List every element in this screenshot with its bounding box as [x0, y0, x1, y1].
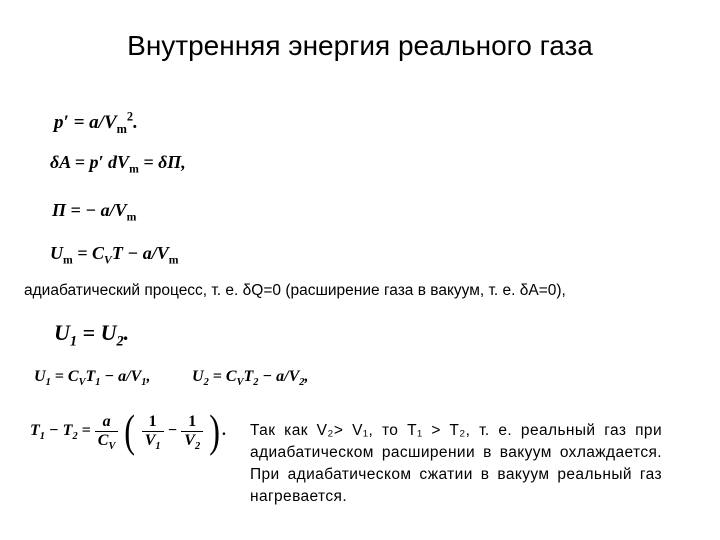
fraction-one-over-v2: $\frac{1}{V_2}$: [181, 413, 203, 450]
equation-energy-equality: $U_1 = U_2$.: [54, 320, 130, 350]
equation-molar-internal-energy: $U_m = C_VT - a/V_m$: [50, 243, 179, 267]
fraction-one-over-v1: $\frac{1}{V_1}$: [142, 413, 164, 450]
slide-title: Внутренняя энергия реального газа: [127, 30, 593, 61]
equation-potential-energy: Π = − $a/V_m$: [52, 200, 137, 224]
equation-work: δA = p′ $dV_m = \delta\Pi$,: [50, 152, 186, 176]
equation-final-state-energy: $U_2 = C_VT_2 - a/V_2$,: [192, 368, 309, 389]
equation-initial-state-energy: $U_1 = C_VT_1 - a/V_1$,: [34, 368, 151, 389]
conclusion-paragraph: Так как V₂> V₁, то T₁ > T₂, т. е. реальный газ при адиабатическом расширении в вакуум охлаждается. При адиабатическом сжатии в вакуум реальный газ нагревается.: [250, 422, 662, 505]
fraction-a-over-cv: $\frac{a}{C_V}$: [95, 413, 119, 450]
equation-temperature-difference: $T_1 - T_2$ = $\frac{a}{C_V}$ ( $\frac{1}{V_1}$ − $\frac{1}{V_2}$ ) .: [30, 405, 227, 456]
adiabatic-process-line: адиабатический процесс, т. е. δQ=0 (расширение газа в вакуум, т. е. δA=0),: [24, 282, 566, 299]
equation-internal-pressure: $p' = a/V_m^2$.: [54, 109, 138, 136]
